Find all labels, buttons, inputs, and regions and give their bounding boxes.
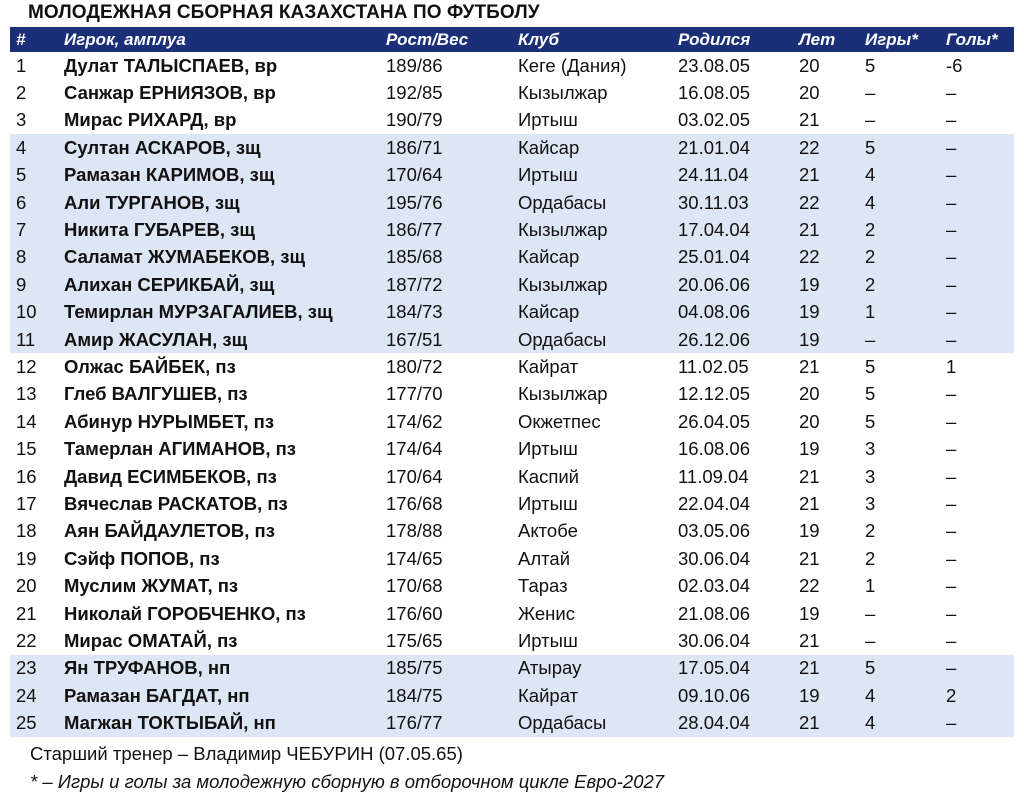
cell-number: 20 <box>16 575 37 597</box>
cell-club: Кызылжар <box>518 273 608 295</box>
cell-goals: – <box>946 301 957 323</box>
cell-games: 4 <box>865 164 876 186</box>
cell-goals: – <box>946 109 957 131</box>
cell-born: 11.09.04 <box>678 465 749 487</box>
cell-goals: – <box>946 136 957 158</box>
table-row <box>10 572 1014 599</box>
cell-number: 5 <box>16 164 27 186</box>
cell-age: 21 <box>799 109 820 131</box>
cell-club: Иртыш <box>518 164 578 186</box>
cell-games: 3 <box>865 438 876 460</box>
cell-number: 6 <box>16 191 27 213</box>
cell-born: 20.06.06 <box>678 273 751 295</box>
cell-games: – <box>865 328 876 350</box>
cell-games: 1 <box>865 301 876 323</box>
cell-number: 17 <box>16 492 37 514</box>
cell-height-weight: 175/65 <box>386 629 443 651</box>
cell-height-weight: 185/68 <box>386 246 443 268</box>
cell-goals: – <box>946 246 957 268</box>
cell-club: Окжетпес <box>518 410 601 432</box>
cell-born: 22.04.04 <box>678 492 751 514</box>
cell-age: 19 <box>799 684 820 706</box>
table-row <box>10 709 1014 736</box>
header-games: Игры* <box>865 29 918 49</box>
cell-player: Мирас РИХАРД, вр <box>64 109 237 131</box>
cell-player: Рамазан КАРИМОВ, зщ <box>64 164 275 186</box>
cell-goals: – <box>946 191 957 213</box>
coach-line: Старший тренер – Владимир ЧЕБУРИН (07.05.65) <box>30 743 463 764</box>
table-row <box>10 408 1014 435</box>
cell-goals: – <box>946 629 957 651</box>
cell-age: 21 <box>799 712 820 734</box>
cell-goals: 1 <box>946 355 957 377</box>
cell-number: 13 <box>16 383 37 405</box>
cell-height-weight: 189/86 <box>386 54 443 76</box>
table-body <box>10 52 1014 737</box>
cell-club: Кайсар <box>518 246 580 268</box>
header-goals: Голы* <box>946 29 998 49</box>
cell-goals: – <box>946 520 957 542</box>
cell-age: 19 <box>799 301 820 323</box>
header-player: Игрок, амплуа <box>64 29 186 49</box>
cell-games: – <box>865 629 876 651</box>
cell-player: Абинур НУРЫМБЕТ, пз <box>64 410 275 432</box>
cell-club: Алтай <box>518 547 571 569</box>
cell-club: Иртыш <box>518 109 578 131</box>
cell-number: 11 <box>16 328 36 350</box>
cell-player: Николай ГОРОБЧЕНКО, пз <box>64 602 306 624</box>
cell-club: Кызылжар <box>518 219 608 241</box>
table-row <box>10 381 1014 408</box>
cell-height-weight: 184/73 <box>386 301 443 323</box>
cell-number: 15 <box>16 438 37 460</box>
cell-games: 2 <box>865 246 876 268</box>
cell-born: 28.04.04 <box>678 712 751 734</box>
cell-goals: – <box>946 164 957 186</box>
cell-age: 19 <box>799 438 820 460</box>
cell-born: 03.05.06 <box>678 520 751 542</box>
cell-player: Глеб ВАЛГУШЕВ, пз <box>64 383 248 405</box>
cell-number: 23 <box>16 657 37 679</box>
cell-player: Давид ЕСИМБЕКОВ, пз <box>64 465 277 487</box>
cell-games: 3 <box>865 492 876 514</box>
table-header-row <box>10 27 1014 52</box>
cell-goals: – <box>946 575 957 597</box>
cell-born: 24.11.04 <box>678 164 749 186</box>
cell-goals: – <box>946 465 957 487</box>
cell-born: 17.05.04 <box>678 657 751 679</box>
cell-club: Каспий <box>518 465 580 487</box>
cell-height-weight: 176/77 <box>386 712 443 734</box>
cell-number: 8 <box>16 246 27 268</box>
footnote: * – Игры и голы за молодежную сборную в отборочном цикле Евро-2027 <box>30 771 665 792</box>
cell-club: Актобе <box>518 520 578 542</box>
table-row <box>10 326 1014 353</box>
table-row <box>10 655 1014 682</box>
cell-games: 4 <box>865 191 876 213</box>
cell-club: Кызылжар <box>518 82 608 104</box>
cell-born: 17.04.04 <box>678 219 751 241</box>
cell-height-weight: 167/51 <box>386 328 443 350</box>
cell-age: 21 <box>799 547 820 569</box>
cell-born: 02.03.04 <box>678 575 751 597</box>
cell-player: Мирас ОМАТАЙ, пз <box>64 629 238 651</box>
cell-games: 2 <box>865 273 876 295</box>
cell-number: 10 <box>16 301 37 323</box>
cell-goals: 2 <box>946 684 957 706</box>
cell-born: 26.04.05 <box>678 410 751 432</box>
table-row <box>10 682 1014 709</box>
table-row <box>10 79 1014 106</box>
cell-games: – <box>865 109 876 131</box>
table-row <box>10 134 1014 161</box>
cell-height-weight: 174/65 <box>386 547 443 569</box>
cell-height-weight: 180/72 <box>386 355 443 377</box>
cell-age: 21 <box>799 164 820 186</box>
header-number: # <box>16 29 26 49</box>
cell-age: 20 <box>799 54 820 76</box>
cell-club: Иртыш <box>518 438 578 460</box>
cell-born: 21.01.04 <box>678 136 751 158</box>
header-born: Родился <box>678 29 751 49</box>
cell-goals: – <box>946 492 957 514</box>
cell-games: 3 <box>865 465 876 487</box>
cell-height-weight: 184/75 <box>386 684 443 706</box>
cell-games: 2 <box>865 520 876 542</box>
table-row <box>10 52 1014 79</box>
cell-goals: – <box>946 328 957 350</box>
cell-age: 21 <box>799 355 820 377</box>
cell-games: – <box>865 82 876 104</box>
cell-number: 14 <box>16 410 37 432</box>
cell-number: 25 <box>16 712 37 734</box>
cell-games: 5 <box>865 136 876 158</box>
cell-born: 11.02.05 <box>678 355 749 377</box>
cell-player: Муслим ЖУМАТ, пз <box>64 575 239 597</box>
table-row <box>10 518 1014 545</box>
cell-club: Кайсар <box>518 301 580 323</box>
cell-height-weight: 185/75 <box>386 657 443 679</box>
cell-player: Сэйф ПОПОВ, пз <box>64 547 220 569</box>
cell-club: Кайрат <box>518 355 579 377</box>
cell-player: Амир ЖАСУЛАН, зщ <box>64 328 248 350</box>
cell-born: 12.12.05 <box>678 383 751 405</box>
cell-height-weight: 170/64 <box>386 164 443 186</box>
cell-born: 30.06.04 <box>678 629 751 651</box>
cell-age: 19 <box>799 273 820 295</box>
table-row <box>10 271 1014 298</box>
cell-games: 4 <box>865 712 876 734</box>
cell-age: 20 <box>799 82 820 104</box>
cell-number: 19 <box>16 547 37 569</box>
cell-player: Тамерлан АГИМАНОВ, пз <box>64 438 296 460</box>
cell-goals: – <box>946 547 957 569</box>
page-title: МОЛОДЕЖНАЯ СБОРНАЯ КАЗАХСТАНА ПО ФУТБОЛУ <box>28 2 540 23</box>
cell-games: 2 <box>865 219 876 241</box>
cell-goals: – <box>946 410 957 432</box>
cell-player: Магжан ТОКТЫБАЙ, нп <box>64 712 276 734</box>
cell-age: 22 <box>799 191 820 213</box>
table-row <box>10 435 1014 462</box>
cell-height-weight: 170/64 <box>386 465 443 487</box>
cell-club: Кайрат <box>518 684 579 706</box>
cell-born: 30.06.04 <box>678 547 751 569</box>
cell-height-weight: 195/76 <box>386 191 443 213</box>
cell-club: Ордабасы <box>518 191 607 213</box>
cell-player: Вячеслав РАСКАТОВ, пз <box>64 492 288 514</box>
cell-born: 16.08.06 <box>678 438 751 460</box>
cell-number: 18 <box>16 520 37 542</box>
cell-games: 2 <box>865 547 876 569</box>
cell-height-weight: 186/77 <box>386 219 443 241</box>
cell-player: Дулат ТАЛЫСПАЕВ, вр <box>64 54 278 76</box>
cell-height-weight: 177/70 <box>386 383 443 405</box>
cell-goals: – <box>946 438 957 460</box>
table-row <box>10 162 1014 189</box>
cell-goals: – <box>946 602 957 624</box>
table-row <box>10 189 1014 216</box>
cell-player: Ян ТРУФАНОВ, нп <box>64 657 231 679</box>
cell-age: 21 <box>799 657 820 679</box>
cell-games: 5 <box>865 54 876 76</box>
cell-age: 21 <box>799 465 820 487</box>
cell-number: 12 <box>16 355 37 377</box>
table-row <box>10 353 1014 380</box>
cell-height-weight: 174/64 <box>386 438 443 460</box>
cell-player: Султан АСКАРОВ, зщ <box>64 136 261 158</box>
cell-height-weight: 187/72 <box>386 273 443 295</box>
cell-age: 20 <box>799 410 820 432</box>
table-row <box>10 463 1014 490</box>
cell-age: 22 <box>799 575 820 597</box>
cell-number: 21 <box>16 602 37 624</box>
header-height-weight: Рост/Вес <box>386 29 469 49</box>
cell-games: – <box>865 602 876 624</box>
cell-player: Олжас БАЙБЕК, пз <box>64 355 236 377</box>
cell-club: Ордабасы <box>518 712 607 734</box>
cell-age: 22 <box>799 136 820 158</box>
cell-age: 22 <box>799 246 820 268</box>
cell-games: 5 <box>865 657 876 679</box>
cell-number: 7 <box>16 219 27 241</box>
cell-age: 21 <box>799 492 820 514</box>
cell-number: 9 <box>16 273 27 295</box>
table-row <box>10 490 1014 517</box>
table-row <box>10 244 1014 271</box>
cell-goals: – <box>946 219 957 241</box>
table-row <box>10 627 1014 654</box>
cell-age: 19 <box>799 602 820 624</box>
cell-club: Кеге (Дания) <box>518 54 627 76</box>
cell-born: 23.08.05 <box>678 54 751 76</box>
cell-player: Али ТУРГАНОВ, зщ <box>64 191 240 213</box>
cell-club: Ордабасы <box>518 328 607 350</box>
cell-club: Иртыш <box>518 492 578 514</box>
cell-games: 5 <box>865 410 876 432</box>
cell-height-weight: 178/88 <box>386 520 443 542</box>
cell-goals: -6 <box>946 54 963 76</box>
cell-number: 24 <box>16 684 37 706</box>
cell-number: 4 <box>16 136 27 158</box>
cell-age: 21 <box>799 219 820 241</box>
cell-player: Саламат ЖУМАБЕКОВ, зщ <box>64 246 306 268</box>
cell-player: Аян БАЙДАУЛЕТОВ, пз <box>64 520 275 542</box>
cell-club: Атырау <box>518 657 582 679</box>
header-club: Клуб <box>518 29 559 49</box>
cell-number: 16 <box>16 465 37 487</box>
cell-games: 1 <box>865 575 876 597</box>
cell-club: Женис <box>518 602 575 624</box>
cell-player: Алихан СЕРИКБАЙ, зщ <box>64 273 275 295</box>
cell-height-weight: 176/60 <box>386 602 443 624</box>
header-age: Лет <box>799 29 836 49</box>
cell-born: 30.11.03 <box>678 191 749 213</box>
table-row <box>10 216 1014 243</box>
cell-games: 5 <box>865 383 876 405</box>
cell-club: Тараз <box>518 575 568 597</box>
table-row <box>10 299 1014 326</box>
cell-born: 04.08.06 <box>678 301 751 323</box>
cell-born: 21.08.06 <box>678 602 751 624</box>
cell-player: Темирлан МУРЗАГАЛИЕВ, зщ <box>64 301 333 323</box>
cell-goals: – <box>946 712 957 734</box>
squad-table <box>10 27 1014 737</box>
cell-goals: – <box>946 273 957 295</box>
cell-player: Санжар ЕРНИЯЗОВ, вр <box>64 82 276 104</box>
cell-born: 03.02.05 <box>678 109 751 131</box>
cell-goals: – <box>946 383 957 405</box>
cell-number: 3 <box>16 109 27 131</box>
cell-goals: – <box>946 82 957 104</box>
cell-born: 16.08.05 <box>678 82 751 104</box>
cell-height-weight: 174/62 <box>386 410 443 432</box>
cell-born: 25.01.04 <box>678 246 751 268</box>
table-row <box>10 107 1014 134</box>
cell-club: Кайсар <box>518 136 580 158</box>
cell-number: 2 <box>16 82 27 104</box>
cell-age: 19 <box>799 520 820 542</box>
cell-age: 21 <box>799 629 820 651</box>
cell-club: Кызылжар <box>518 383 608 405</box>
cell-age: 20 <box>799 383 820 405</box>
cell-games: 4 <box>865 684 876 706</box>
cell-club: Иртыш <box>518 629 578 651</box>
cell-player: Рамазан БАГДАТ, нп <box>64 684 250 706</box>
table-row <box>10 545 1014 572</box>
cell-age: 19 <box>799 328 820 350</box>
cell-goals: – <box>946 657 957 679</box>
cell-player: Никита ГУБАРЕВ, зщ <box>64 219 255 241</box>
table-row <box>10 600 1014 627</box>
cell-born: 09.10.06 <box>678 684 751 706</box>
cell-born: 26.12.06 <box>678 328 751 350</box>
cell-height-weight: 192/85 <box>386 82 443 104</box>
cell-height-weight: 186/71 <box>386 136 443 158</box>
cell-number: 1 <box>16 54 27 76</box>
cell-height-weight: 190/79 <box>386 109 443 131</box>
cell-height-weight: 170/68 <box>386 575 443 597</box>
cell-number: 22 <box>16 629 37 651</box>
cell-games: 5 <box>865 355 876 377</box>
cell-height-weight: 176/68 <box>386 492 443 514</box>
